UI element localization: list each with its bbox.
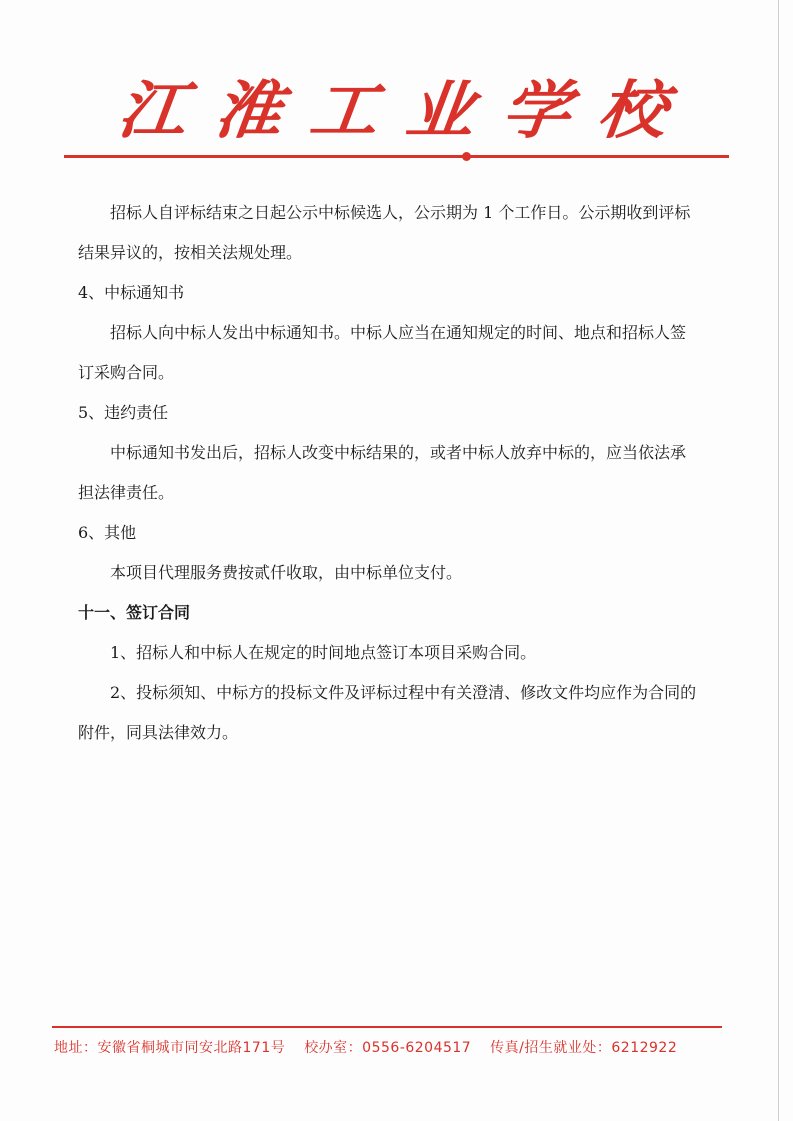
footer-address: 地址：安徽省桐城市同安北路171号 <box>54 1040 286 1056</box>
heading-other: 6、其他 <box>78 523 137 542</box>
letterhead <box>0 62 793 162</box>
school-name-logo: 江淮工业学校 <box>114 75 699 148</box>
header-divider <box>64 155 729 158</box>
heading-award-notice: 4、中标通知书 <box>78 283 185 302</box>
paragraph-award-notice: 招标人向中标人发出中标通知书。中标人应当在通知规定的时间、地点和招标人签订采购合同。 <box>78 323 687 382</box>
header-divider-dot <box>462 152 471 161</box>
heading-liability: 5、违约责任 <box>78 403 169 422</box>
paragraph-publicity: 招标人自评标结束之日起公示中标候选人，公示期为 1 个工作日。公示期收到评标结果异议的，按相关法规处理。 <box>78 203 691 262</box>
footer-contact <box>54 1038 726 1058</box>
document-body <box>78 193 700 753</box>
list-item-contract-1: 1、招标人和中标人在规定的时间地点签订本项目采购合同。 <box>110 643 537 662</box>
paragraph-liability: 中标通知书发出后，招标人改变中标结果的，或者中标人放弃中标的，应当依法承担法律责任。 <box>78 443 687 502</box>
section-heading-contract: 十一、签订合同 <box>78 603 191 622</box>
footer-office-phone: 校办室：0556-6204517 <box>304 1040 472 1056</box>
footer-divider <box>52 1026 722 1028</box>
page-edge-line <box>778 0 779 1121</box>
list-item-contract-2: 2、投标须知、中标方的投标文件及评标过程中有关澄清、修改文件均应作为合同的附件，同具法律效力。 <box>78 683 697 742</box>
footer-fax: 传真/招生就业处：6212922 <box>490 1040 678 1056</box>
paragraph-other: 本项目代理服务费按贰仟收取，由中标单位支付。 <box>110 563 463 582</box>
